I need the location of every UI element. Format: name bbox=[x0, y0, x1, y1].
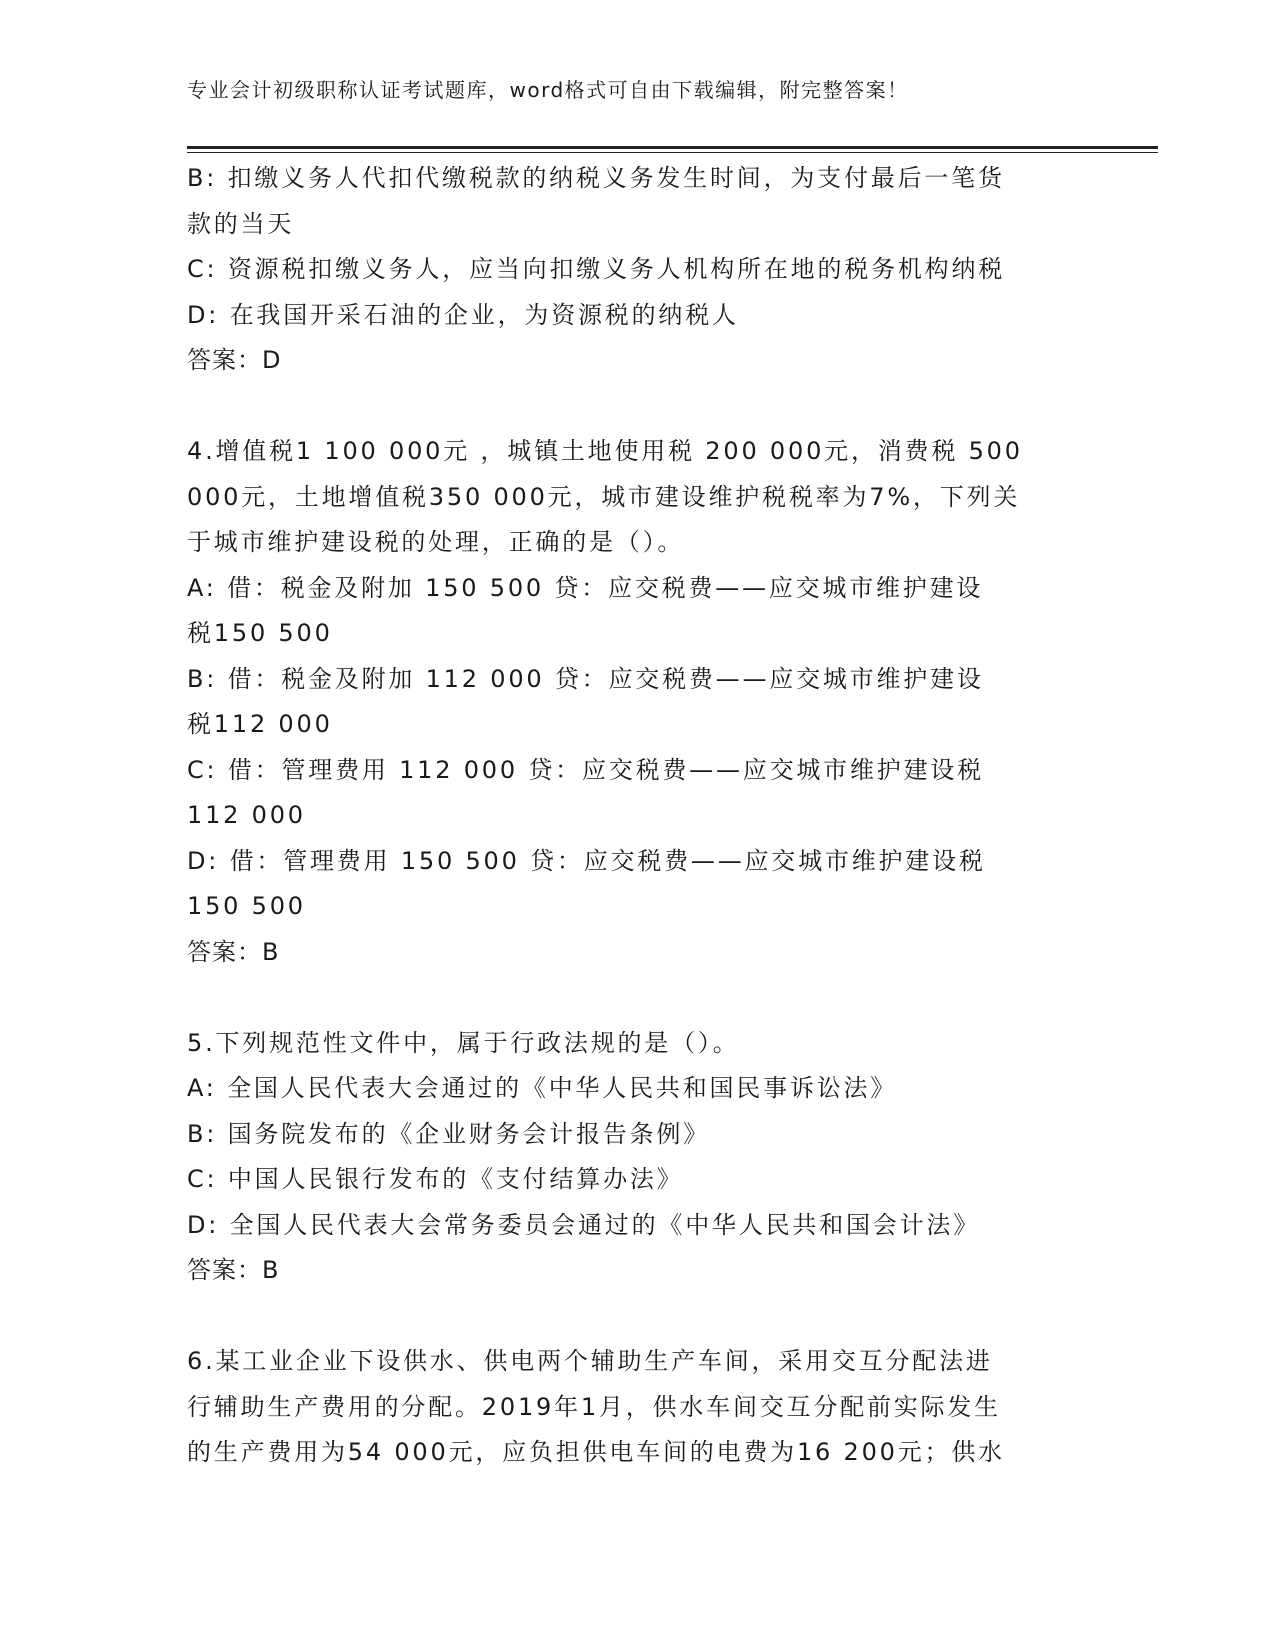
question-stem-line: 6.某工业企业下设供水、供电两个辅助生产车间，采用交互分配法进 bbox=[187, 1347, 993, 1375]
answer-line: 答案：B bbox=[187, 937, 280, 966]
option-b-line: B: 国务院发布的《企业财务会计报告条例》 bbox=[187, 1119, 710, 1148]
question-stem-line: 于城市维护建设税的处理，正确的是（）。 bbox=[187, 528, 685, 556]
option-b-line: B: 借：税金及附加 112 000 贷：应交税费——应交城市维护建设 bbox=[187, 664, 984, 693]
option-b-line-cont: 款的当天 bbox=[187, 209, 295, 238]
question-block-3 bbox=[187, 156, 1087, 384]
answer-line: 答案：B bbox=[187, 1256, 280, 1284]
option-d-line: D: 借：管理费用 150 500 贷：应交税费——应交城市维护建设税 bbox=[187, 846, 986, 875]
option-d-line: D: 全国人民代表大会常务委员会通过的《中华人民共和国会计法》 bbox=[187, 1210, 980, 1239]
block-spacer bbox=[187, 384, 1087, 430]
question-stem-line: 行辅助生产费用的分配。2019年1月，供水车间交互分配前实际发生 bbox=[187, 1392, 1001, 1421]
option-a-line: A: 全国人民代表大会通过的《中华人民共和国民事诉讼法》 bbox=[187, 1074, 898, 1102]
question-content bbox=[187, 156, 1087, 1476]
option-b-line: B: 扣缴义务人代扣代缴税款的纳税义务发生时间，为支付最后一笔货 bbox=[187, 164, 1005, 192]
block-spacer bbox=[187, 1294, 1087, 1340]
question-stem-line: 5.下列规范性文件中，属于行政法规的是（）。 bbox=[187, 1028, 740, 1057]
header-rule-thin bbox=[187, 152, 1158, 153]
option-a-line: A: 借：税金及附加 150 500 贷：应交税费——应交城市维护建设 bbox=[187, 573, 984, 602]
answer-line: 答案：D bbox=[187, 346, 282, 374]
question-stem-line: 4.增值税1 100 000元 ，城镇土地使用税 200 000元，消费税 500 bbox=[187, 437, 1023, 465]
option-c-line-cont: 112 000 bbox=[187, 801, 306, 829]
question-block-4 bbox=[187, 429, 1087, 975]
question-stem-line: 000元，土地增值税350 000元，城市建设维护税税率为7%，下列关 bbox=[187, 482, 1021, 511]
option-b-line-cont: 税112 000 bbox=[187, 710, 333, 738]
option-c-line: C: 借：管理费用 112 000 贷：应交税费——应交城市维护建设税 bbox=[187, 755, 984, 784]
page-header: 专业会计初级职称认证考试题库，word格式可自由下载编辑，附完整答案！ bbox=[187, 78, 909, 102]
block-spacer bbox=[187, 975, 1087, 1021]
question-block-6 bbox=[187, 1339, 1087, 1476]
option-c-line: C: 资源税扣缴义务人，应当向扣缴义务人机构所在地的税务机构纳税 bbox=[187, 255, 1006, 283]
option-d-line-cont: 150 500 bbox=[187, 892, 306, 920]
header-rule-thick bbox=[187, 146, 1158, 149]
option-c-line: C: 中国人民银行发布的《支付结算办法》 bbox=[187, 1165, 684, 1193]
option-a-line-cont: 税150 500 bbox=[187, 619, 333, 647]
question-block-5 bbox=[187, 1021, 1087, 1294]
question-stem-line: 的生产费用为54 000元，应负担供电车间的电费为16 200元；供水 bbox=[187, 1438, 1005, 1466]
option-d-line: D: 在我国开采石油的企业，为资源税的纳税人 bbox=[187, 300, 739, 329]
